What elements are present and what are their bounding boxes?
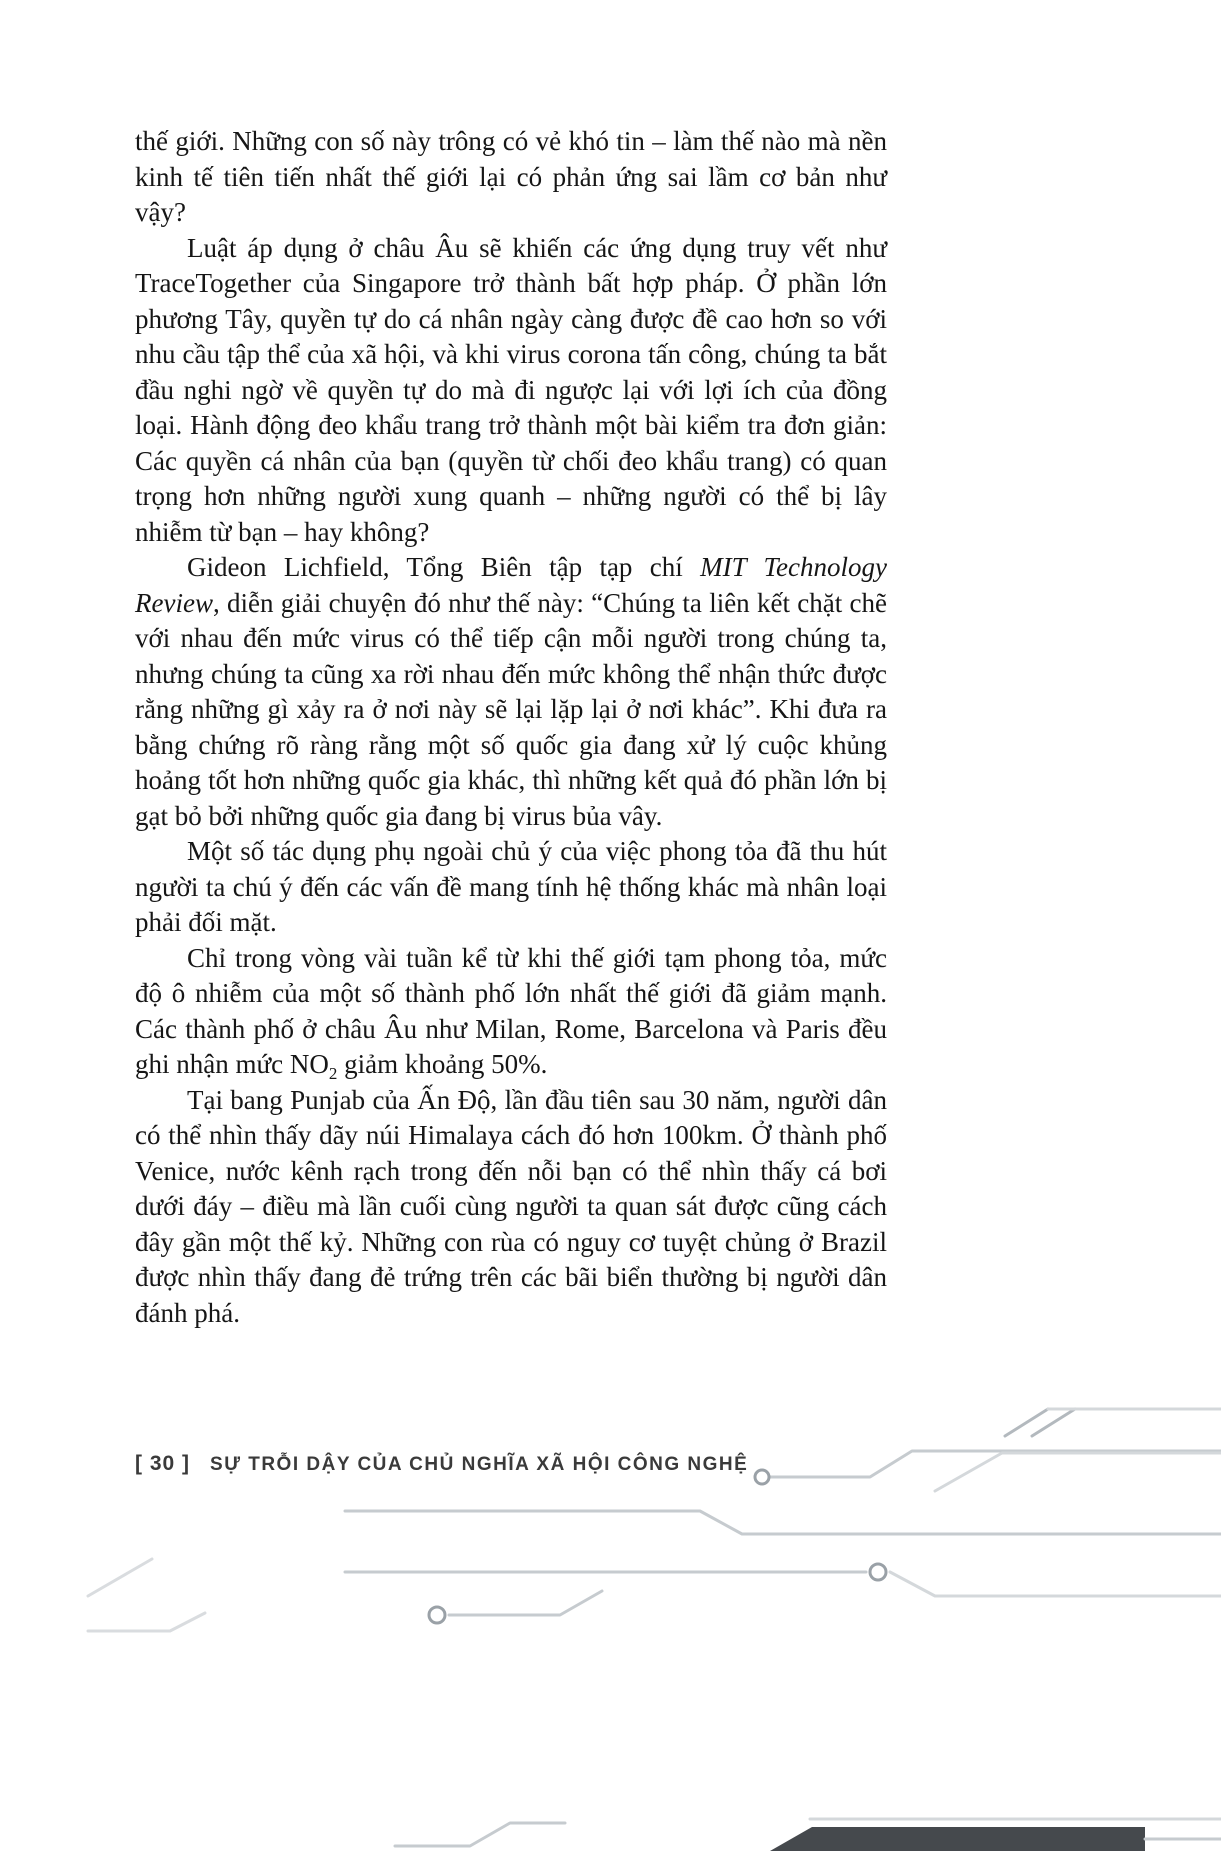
paragraph xyxy=(135,941,887,1083)
paragraph xyxy=(135,550,887,834)
running-book-title: SỰ TRỖI DẬY CỦA CHỦ NGHĨA XÃ HỘI CÔNG NGHỆ xyxy=(210,1454,749,1475)
circuit-bar-dark xyxy=(770,1827,1145,1851)
page-footer xyxy=(135,1452,748,1476)
circuit-cluster-middle xyxy=(88,1511,1221,1631)
circuit-trace xyxy=(449,1591,602,1615)
circuit-trace xyxy=(1005,1409,1048,1436)
italic-publication-title: MIT Technology Review xyxy=(135,552,887,618)
paragraph-text: Chỉ trong vòng vài tuần kể từ khi thế giới tạm phong tỏa, mức độ ô nhiễm của một số thành phố lớn nhất thế giới đã giảm mạnh. Các thành phố ở châu Âu như Milan, Rome, Barcelona và Paris đều ghi nhận mức NO xyxy=(135,942,887,1079)
chemical-subscript: 2 xyxy=(328,1064,338,1083)
circuit-trace xyxy=(1032,1409,1075,1436)
circuit-node xyxy=(870,1564,886,1580)
circuit-trace xyxy=(395,1823,565,1846)
paragraph: Luật áp dụng ở châu Âu sẽ khiến các ứng dụng truy vết như TraceTogether của Singapore trở thành bất hợp pháp. Ở phần lớn phương Tây, quyền tự do cá nhân ngày càng được đề cao hơn so với nhu cầu tập thể của xã hội, và khi virus corona tấn công, chúng ta bắt đầu nghi ngờ về quyền tự do mà đi ngược lại với lợi ích của đồng loại. Hành động đeo khẩu trang trở thành một bài kiểm tra đơn giản: Các quyền cá nhân của bạn (quyền từ chối đeo khẩu trang) có quan trọng hơn những người xung quanh – những người có thể bị lây nhiễm từ bạn – hay không? xyxy=(135,232,887,547)
circuit-trace xyxy=(890,1572,1221,1596)
circuit-trace xyxy=(345,1511,1221,1534)
circuit-trace xyxy=(935,1453,1221,1491)
paragraph-text: giảm khoảng 50%. xyxy=(337,1049,548,1079)
paragraph: Tại bang Punjab của Ấn Độ, lần đầu tiên sau 30 năm, người dân có thể nhìn thấy dãy núi Himalaya cách đó hơn 100km. Ở thành phố Venice, nước kênh rạch trong đến nỗi bạn có thể nhìn thấy cá bơi dưới đáy – điều mà lần cuối cùng người ta quan sát được cũng cách đây gần một thế kỷ. Những con rùa có nguy cơ tuyệt chủng ở Brazil được nhìn thấy đang đẻ trứng trên các bãi biển thường bị người dân đánh phá. xyxy=(135,1084,887,1328)
page-text xyxy=(135,124,887,1331)
paragraph: Một số tác dụng phụ ngoài chủ ý của việc phong tỏa đã thu hút người ta chú ý đến các vấn đề mang tính hệ thống khác mà nhân loại phải đối mặt. xyxy=(135,836,887,937)
page-number: [ 30 ] xyxy=(135,1452,191,1475)
circuit-node xyxy=(429,1607,445,1623)
circuit-trace xyxy=(88,1559,152,1596)
paragraph-text: , diễn giải chuyện đó như thế này: “Chúng ta liên kết chặt chẽ với nhau đến mức virus có thể tiếp cận mỗi người trong chúng ta, nhưng chúng ta cũng xa rời nhau đến mức không thể nhận thức được rằng những gì xảy ra ở nơi này sẽ lại lặp lại ở nơi khác”. Khi đưa ra bằng chứng rõ ràng rằng một số quốc gia đang xử lý cuộc khủng hoảng tốt hơn những quốc gia khác, thì những kết quả đó phần lớn bị gạt bỏ bởi những quốc gia đang bị virus bủa vây. xyxy=(135,587,887,831)
paragraph-text: Gideon Lichfield, Tổng Biên tập tạp chí xyxy=(187,552,701,582)
paragraph-continuation: thế giới. Những con số này trông có vẻ khó tin – làm thế nào mà nền kinh tế tiên tiến nhất thế giới lại có phản ứng sai lầm cơ bản như vậy? xyxy=(135,126,887,227)
circuit-trace xyxy=(769,1451,1221,1477)
circuit-node xyxy=(755,1470,769,1484)
circuit-cluster-top xyxy=(755,1409,1221,1491)
circuit-trace xyxy=(88,1613,205,1631)
circuit-cluster-bottom xyxy=(395,1819,1221,1851)
